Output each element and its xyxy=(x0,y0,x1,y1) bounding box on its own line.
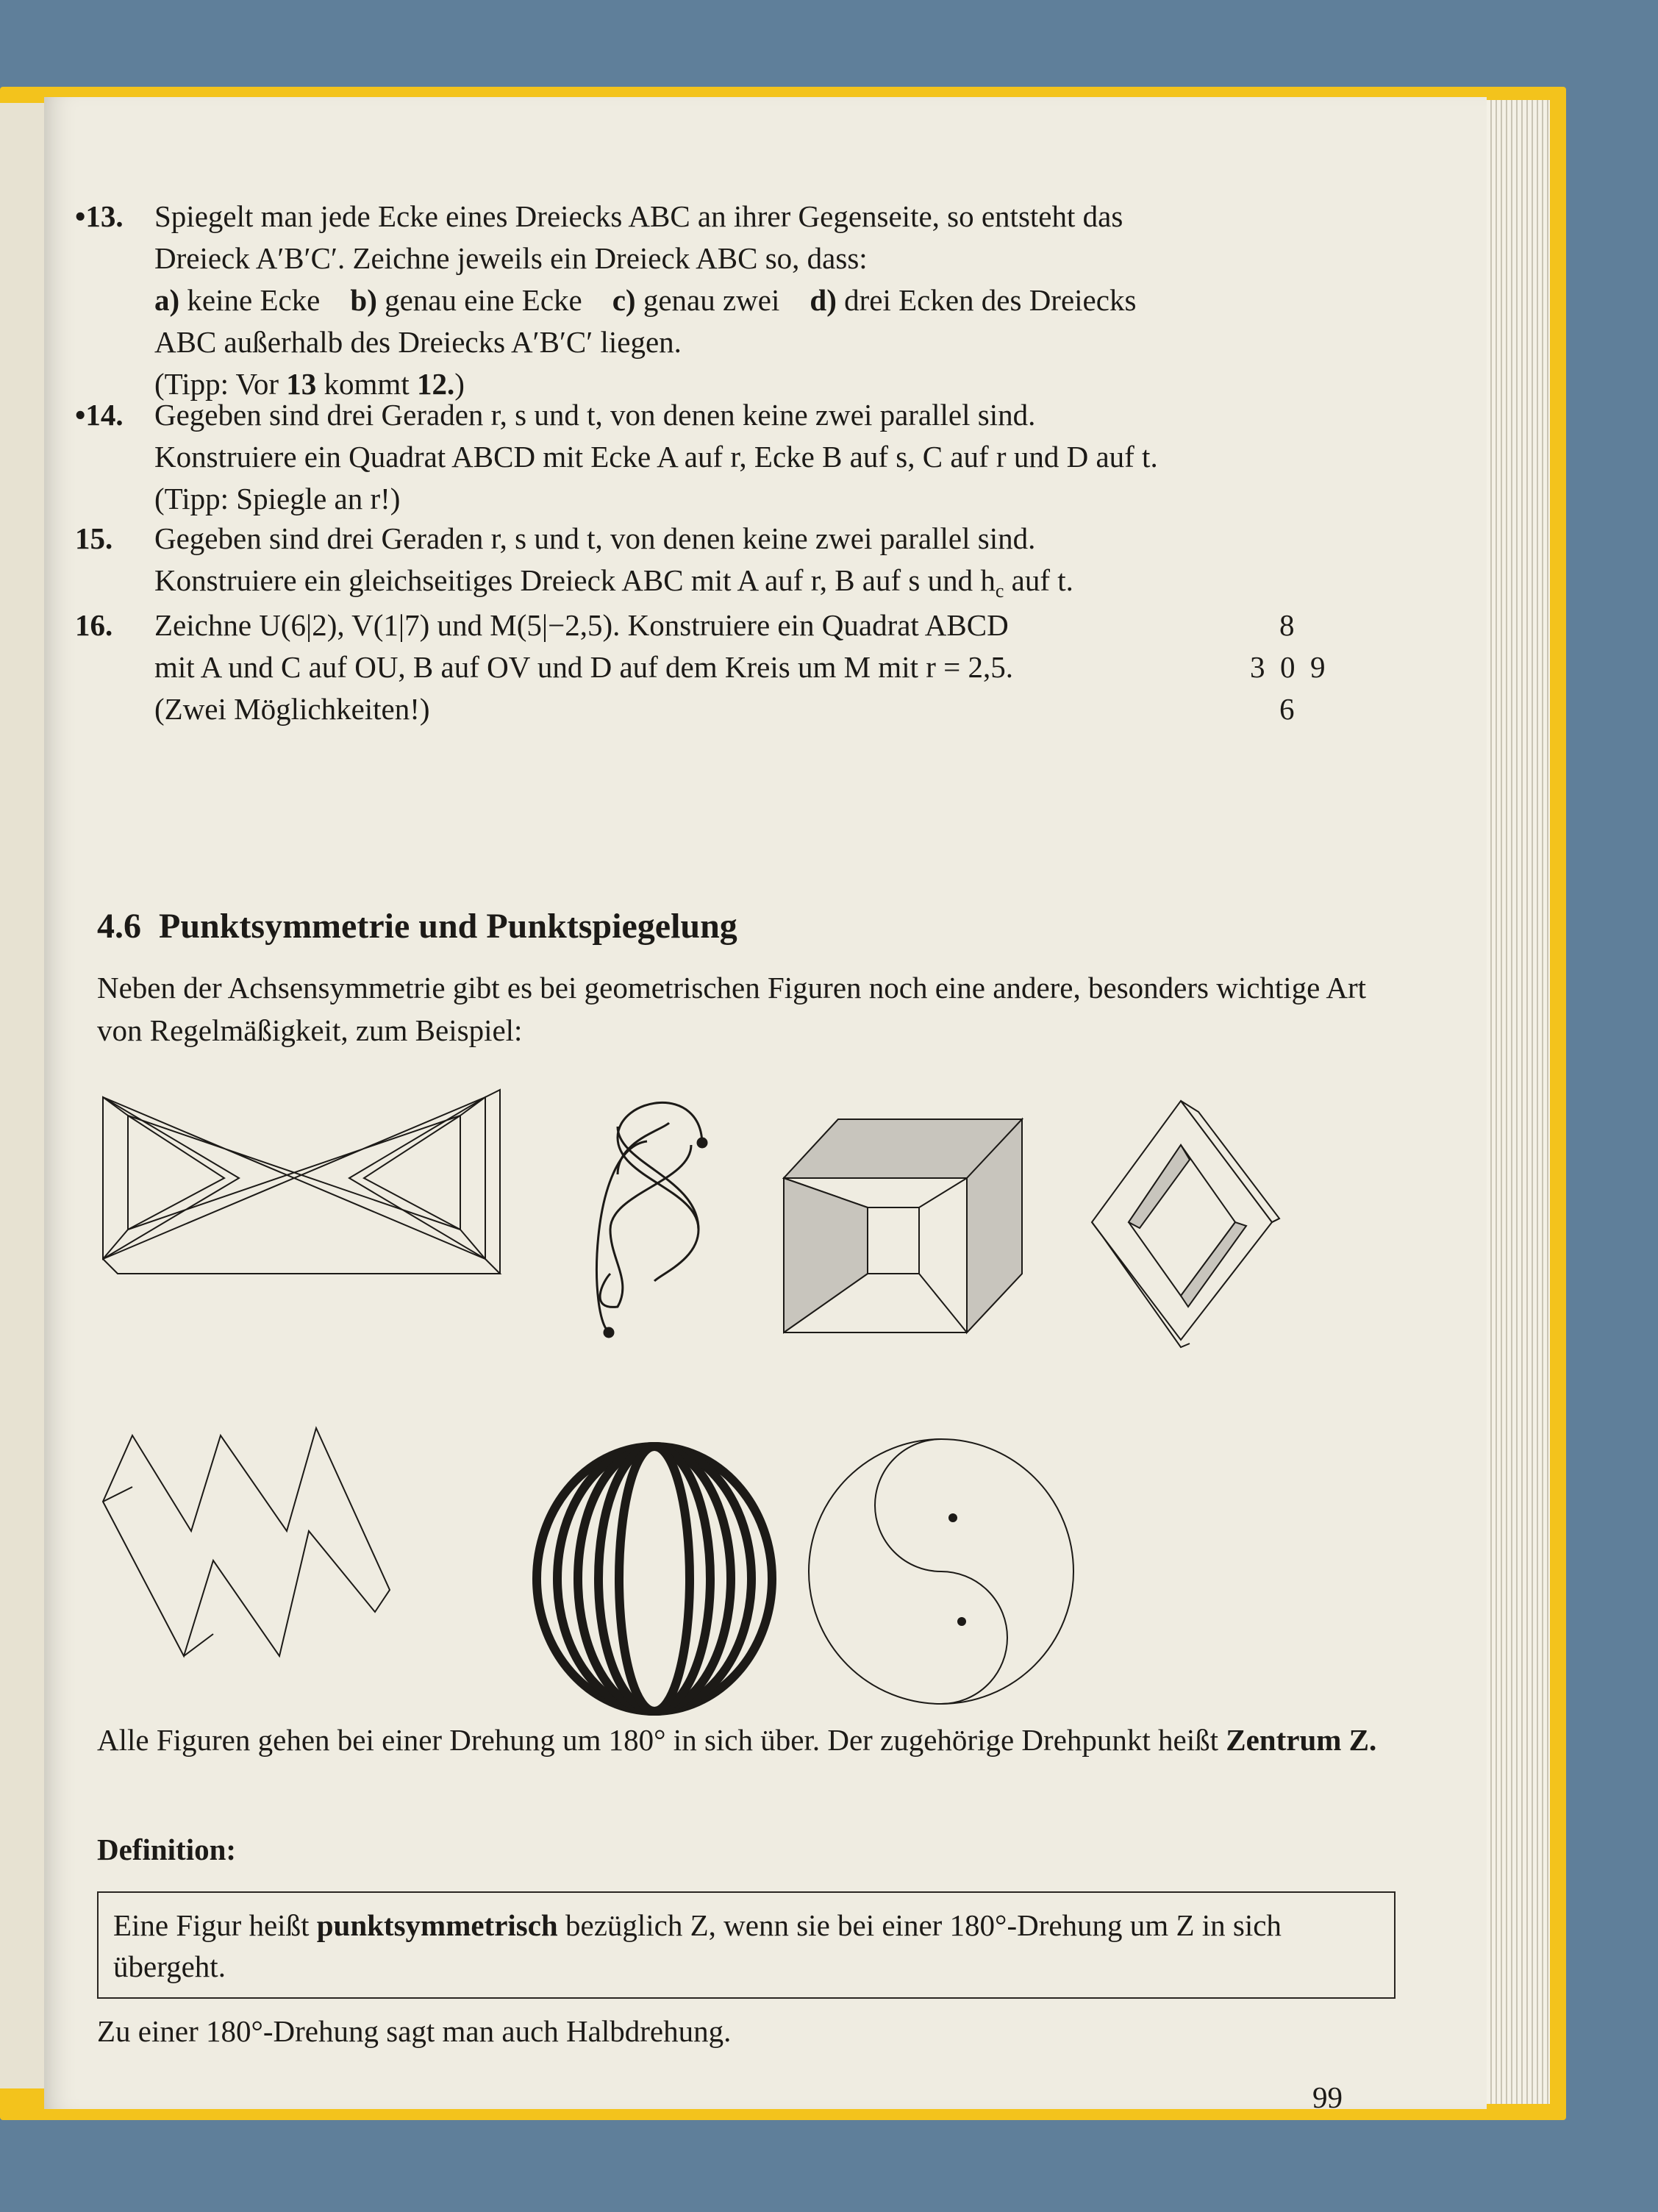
part-text: genau eine Ecke xyxy=(385,283,582,317)
hollow-cube-icon xyxy=(784,1119,1022,1332)
figures-row-2 xyxy=(103,1318,1294,1685)
tip-text: kommt xyxy=(316,367,417,401)
part-text: keine Ecke xyxy=(187,283,321,317)
part-text: drei Ecken des Dreiecks xyxy=(844,283,1137,317)
paragraph-sign-icon xyxy=(597,1102,707,1337)
exercise-line: Spiegelt man jede Ecke eines Dreiecks ABC an ihrer Gegenseite, so entsteht das xyxy=(154,199,1123,233)
exercise-number: 16. xyxy=(75,608,113,642)
exercise-line: (Zwei Möglichkeiten!) xyxy=(154,692,430,726)
definition-label: Definition: xyxy=(97,1833,237,1866)
exercise-number: •14. xyxy=(75,398,124,432)
exercise-number: •13. xyxy=(75,199,124,233)
part-text: genau zwei xyxy=(643,283,780,317)
exercise-13 xyxy=(75,196,1434,405)
tip-text: ) xyxy=(454,367,465,401)
page-stack-edge xyxy=(1476,100,1550,2104)
exercise-line: Gegeben sind drei Geraden r, s und t, von denen keine zwei parallel sind. xyxy=(154,398,1036,432)
exercise-number: 15. xyxy=(75,521,113,555)
concentric-rings-icon xyxy=(537,1446,772,1711)
section-number: 4.6 xyxy=(97,907,141,946)
exercise-line: ABC außerhalb des Dreiecks A′B′C′ liegen. xyxy=(154,325,682,359)
exercise-line: (Tipp: Spiegle an r!) xyxy=(154,482,401,515)
exercise-line: Konstruiere ein Quadrat ABCD mit Ecke A auf r, Ecke B auf s, C auf r und D auf t. xyxy=(154,440,1158,474)
exercise-line: Zeichne U(6|2), V(1|7) und M(5|−2,5). Konstruiere ein Quadrat ABCD xyxy=(154,608,1009,642)
tip-ref: 12. xyxy=(416,367,455,401)
definition-term: punktsymmetrisch xyxy=(316,1908,558,1942)
exercise-line: Gegeben sind drei Geraden r, s und t, von denen keine zwei parallel sind. xyxy=(154,521,1036,555)
part-label: a) xyxy=(154,283,180,317)
part-label: d) xyxy=(810,283,837,317)
page-number: 99 xyxy=(1312,2080,1343,2114)
book-page xyxy=(44,97,1487,2114)
tip-ref: 13 xyxy=(286,367,317,401)
zigzag-icon xyxy=(103,1428,390,1656)
definition-text: Eine Figur heißt xyxy=(113,1908,317,1942)
rotation-paragraph xyxy=(97,1719,1406,1761)
half-turn-text: Zu einer 180°-Drehung sagt man auch Halbdrehung. xyxy=(97,2014,732,2048)
exercise-text: Konstruiere ein gleichseitiges Dreieck ABC mit A auf r, B auf s und h xyxy=(154,563,996,597)
subscript-c: c xyxy=(995,580,1004,602)
intro-paragraph: Neben der Achsensymmetrie gibt es bei geometrischen Figuren noch eine andere, besonders wichtige Art von Regelmäßigkeit, zum Beispiel: xyxy=(97,971,1367,1047)
exercise-line: mit A und C auf OU, B auf OV und D auf dem Kreis um M mit r = 2,5. xyxy=(154,650,1013,684)
section-heading xyxy=(97,906,737,946)
exercise-14 xyxy=(75,394,1434,520)
impossible-rhombus-icon xyxy=(1092,1101,1279,1347)
exercise-line: Dreieck A′B′C′. Zeichne jeweils ein Dreieck ABC so, dass: xyxy=(154,241,868,275)
exercise-text: auf t. xyxy=(1011,563,1073,597)
section-title: Punktsymmetrie und Punktspiegelung xyxy=(159,907,737,946)
answer-digit: 6 xyxy=(1279,692,1295,726)
answer-digit: 3 0 9 xyxy=(1250,650,1326,684)
rotation-text: Alle Figuren gehen bei einer Drehung um 180° in sich über. Der zugehörige Drehpunkt heißt xyxy=(97,1723,1226,1757)
tip-text: (Tipp: Vor xyxy=(154,367,287,401)
yin-yang-icon xyxy=(809,1439,1073,1704)
exercise-16 xyxy=(75,604,1434,730)
figures-row-1 xyxy=(103,1009,1294,1303)
part-label: b) xyxy=(350,283,377,317)
impossible-bowtie-icon xyxy=(103,1090,500,1274)
definition-box xyxy=(97,1891,1396,1999)
exercise-15 xyxy=(75,518,1434,612)
center-term: Zentrum Z. xyxy=(1226,1723,1377,1757)
exercise-parts xyxy=(154,279,1434,321)
answer-digit: 8 xyxy=(1279,608,1295,642)
part-label: c) xyxy=(612,283,636,317)
definition-text: bezüglich Z, wenn sie bei einer 180°-Drehung um Z in sich übergeht. xyxy=(113,1908,1282,1983)
